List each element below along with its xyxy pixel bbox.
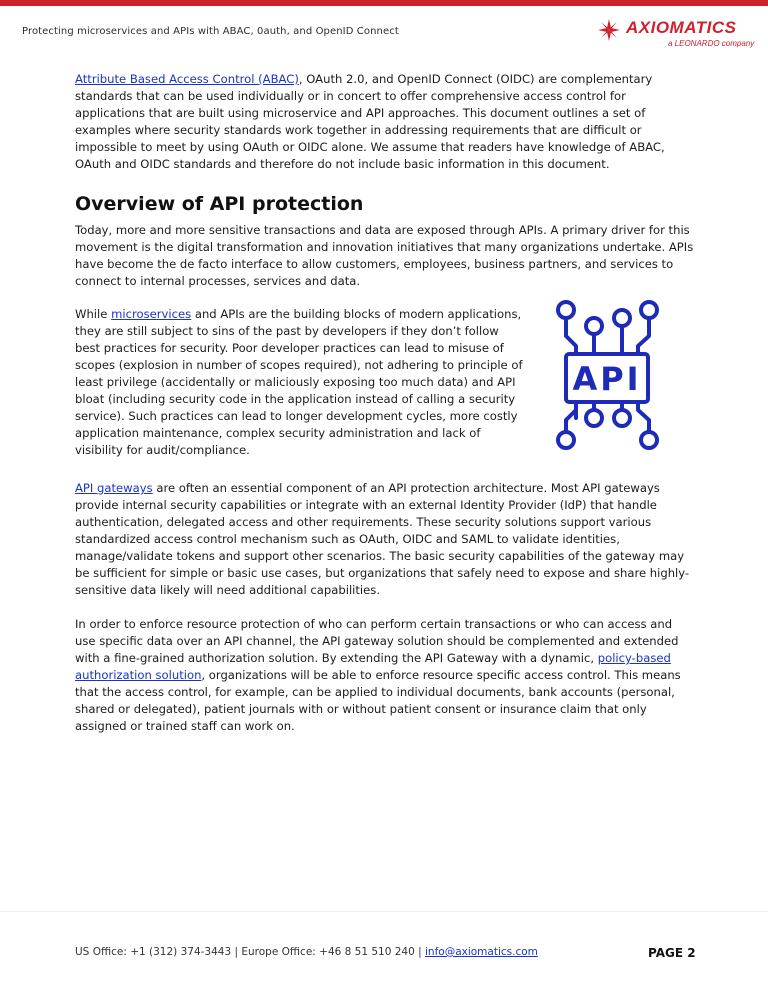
page-number: PAGE 2 (648, 946, 696, 960)
authorization-text: , organizations will be able to enforce resource specific access control. This means that the access control, for example, can be applied to individual documents, bank accounts (personal, shared or delegated), patient journals with or without patient consent or insurance claim that only assigned or trained staff can work on. (75, 668, 681, 733)
footer-contact (75, 946, 538, 958)
footer-divider (0, 911, 768, 912)
document-header-title: Protecting microservices and APIs with ABAC, 0auth, and OpenID Connect (22, 26, 399, 37)
axiomatics-logo-mark-icon (596, 17, 622, 43)
api-gateways-paragraph (75, 480, 695, 599)
api-chip-icon (552, 298, 662, 454)
footer-offices: US Office: +1 (312) 374-3443 | Europe Office: +46 8 51 510 240 | (75, 946, 425, 958)
authorization-pre: In order to enforce resource protection of who can perform certain transactions or who can access and use specific data over an API channel, the API gateway solution should be complemented and extended with a fine-grained authorization solution. By extending the API Gateway with a dynamic, (75, 617, 679, 665)
section-heading: Overview of API protection (75, 193, 364, 215)
logo-tagline: a LEONARDO company (668, 39, 755, 48)
overview-paragraph: Today, more and more sensitive transactions and data are exposed through APIs. A primary driver for this movement is the digital transformation and innovation initiatives that many organizations undertake. APIs have become the de facto interface to allow customers, employees, business partners, and services to connect to internal processes, services and data. (75, 223, 694, 288)
microservices-paragraph (75, 306, 527, 459)
microservices-link[interactable]: microservices (111, 307, 192, 321)
footer-email-link[interactable]: info@axiomatics.com (425, 946, 538, 958)
axiomatics-logo (596, 17, 756, 51)
policy-based-authorization-link[interactable]: policy-based authorization solution (75, 651, 671, 682)
api-chip-label: API (572, 360, 642, 398)
microservices-pre: While (75, 307, 112, 321)
intro-text: , OAuth 2.0, and OpenID Connect (OIDC) are complementary standards that can be used individually or in concert to offer comprehensive access control for applications that are built using microservice and API approaches. This document outlines a set of examples where security standards work together in addressing requirements that are difficult or impossible to meet by using OAuth or OIDC alone. We assume that readers have knowledge of ABAC, OAuth and OIDC standards and therefore do not include basic information in this document. (75, 72, 665, 171)
abac-link[interactable]: Attribute Based Access Control (ABAC) (75, 72, 299, 86)
top-accent-bar (0, 0, 768, 6)
api-gateways-text: are often an essential component of an API protection architecture. Most API gateways provide internal security capabilities or integrate with an external Identity Provider (IdP) that handle authentication, delegated access and other requirements. These security solutions support various standardized access control mechanism such as OAuth, OIDC and SAML to validate identities, manage/validate tokens and support other scenarios. The basic security capabilities of the gateway may be sufficient for simple or basic use cases, but organizations that safely need to expose and share highly-sensitive data likely will need additional capabilities. (75, 481, 690, 597)
authorization-paragraph (75, 616, 695, 735)
logo-wordmark: AXIOMATICS (626, 18, 737, 37)
intro-paragraph (75, 71, 695, 173)
api-gateways-link[interactable]: API gateways (75, 481, 153, 495)
microservices-text: and APIs are the building blocks of modern applications, they are still subject to sins of the past by developers if they don’t follow best practices for security. Poor developer practices can lead to misuse of scopes (explosion in number of scopes required), not adhering to principle of least privilege (accidentally or maliciously exposing too much data) and API bloat (including security code in the application instead of calling a security service). Such practices can lead to longer development cycles, more costly application maintenance, complex security administration and lack of visibility for audit/compliance. (75, 307, 523, 457)
